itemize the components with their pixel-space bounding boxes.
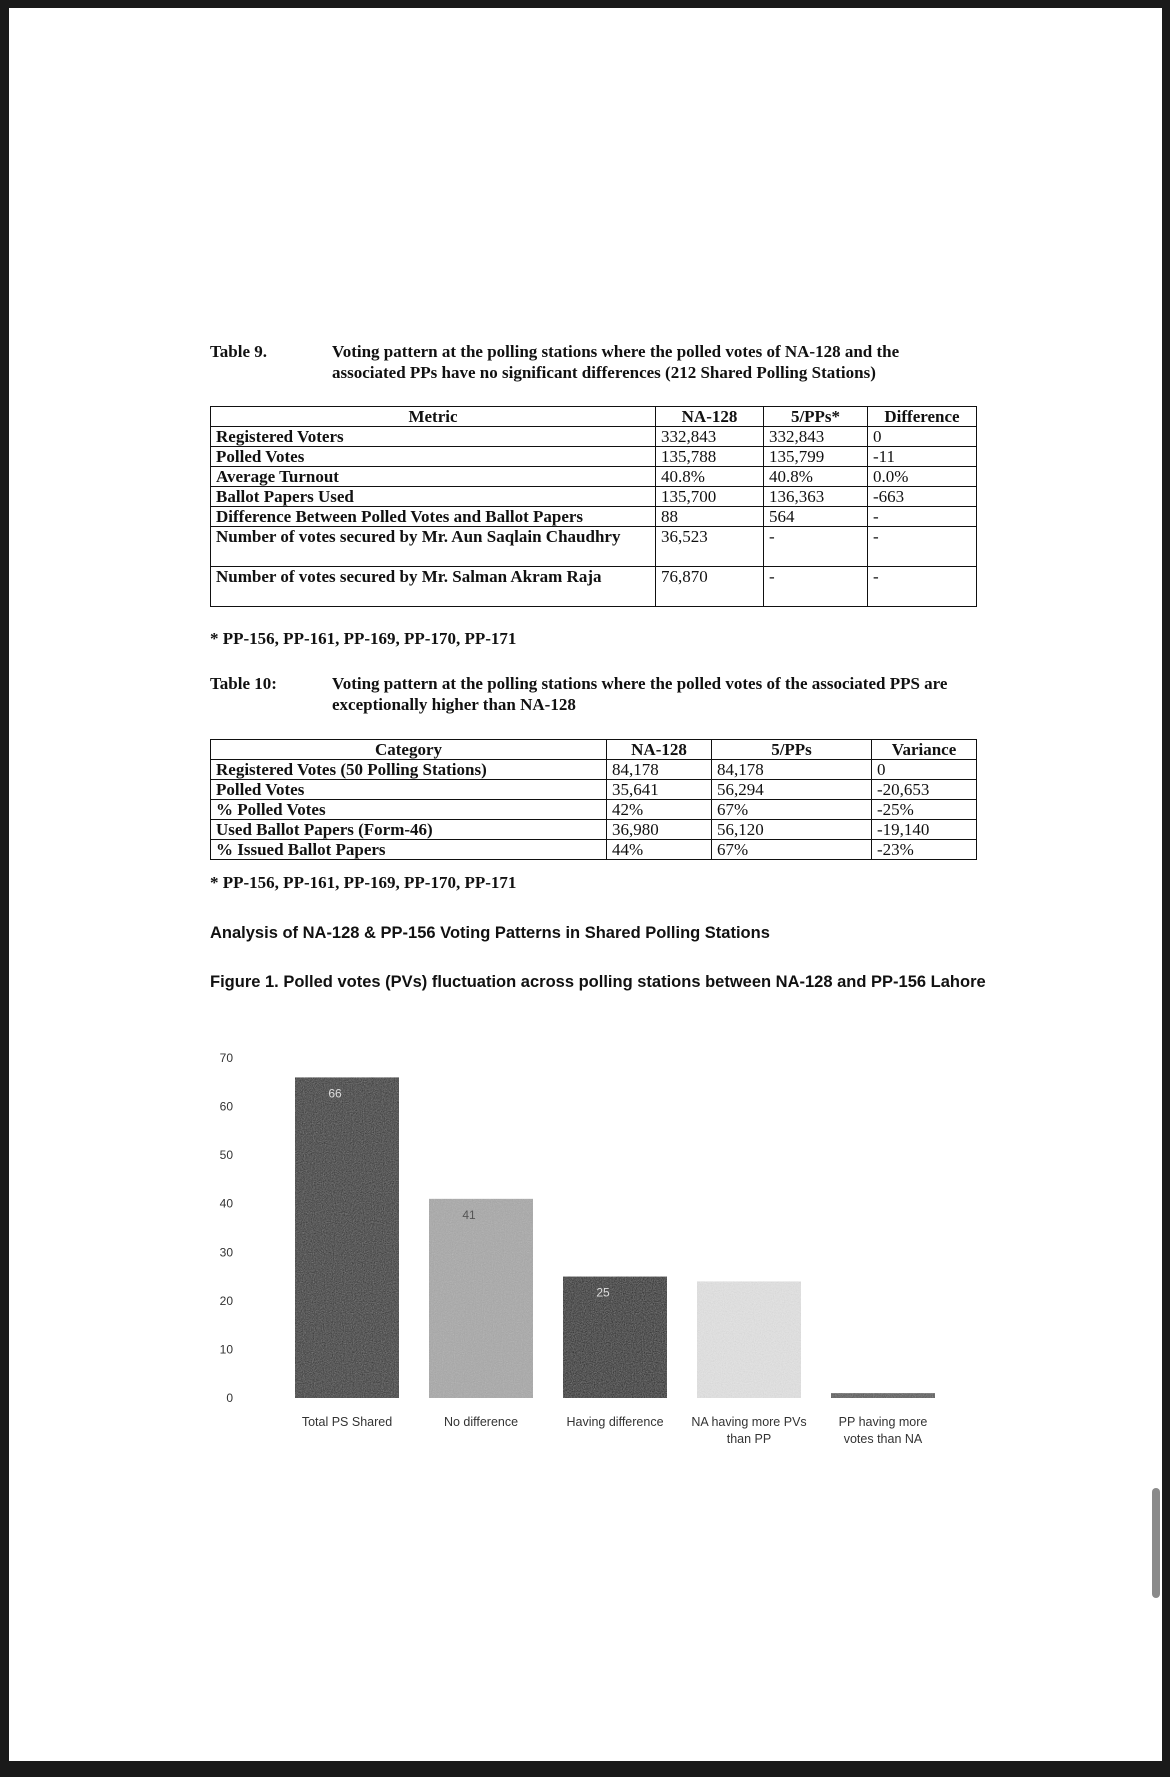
table10-cell: 56,120 (712, 820, 872, 840)
table9-row-label: Average Turnout (211, 467, 656, 487)
table9-cell: - (764, 567, 868, 607)
table9-cell: 0 (868, 427, 977, 447)
table9-row (211, 427, 977, 447)
table10-row-label: Used Ballot Papers (Form-46) (211, 820, 607, 840)
table9-cell: 0.0% (868, 467, 977, 487)
x-category-label: Total PS Shared (301, 1415, 393, 1429)
table9-cell: - (868, 567, 977, 607)
table10-cell: -23% (872, 840, 977, 860)
x-category-label: than PP (726, 1432, 772, 1446)
table10-header-cell: 5/PPs (712, 740, 872, 760)
table9-row (211, 527, 977, 567)
y-tick-label: 0 (226, 1391, 233, 1405)
table9-row (211, 487, 977, 507)
table10-row (211, 840, 977, 860)
table9-row (211, 507, 977, 527)
table9-cell: 88 (656, 507, 764, 527)
table9-cell: 135,700 (656, 487, 764, 507)
table9-row (211, 447, 977, 467)
table9-cell: 136,363 (764, 487, 868, 507)
table9-row (211, 467, 977, 487)
table9-cell: -663 (868, 487, 977, 507)
table10-row (211, 780, 977, 800)
x-category-label: votes than NA (843, 1432, 923, 1446)
bar-total-ps-shared (295, 1077, 399, 1398)
table9-row-label: Number of votes secured by Mr. Salman Akram Raja (211, 567, 656, 607)
table10-cell: 42% (607, 800, 712, 820)
table10-cell: 0 (872, 760, 977, 780)
table10 (210, 739, 977, 860)
table9 (210, 406, 977, 607)
x-category-label: PP having more (838, 1415, 928, 1429)
table10-cell: 84,178 (607, 760, 712, 780)
table9-cell: - (764, 527, 868, 567)
table10-row (211, 760, 977, 780)
table10-cell: 56,294 (712, 780, 872, 800)
table10-cell: 67% (712, 800, 872, 820)
table10-footnote: * PP-156, PP-161, PP-169, PP-170, PP-171 (210, 873, 517, 892)
table9-header-cell: Difference (868, 407, 977, 427)
table10-header-cell: NA-128 (607, 740, 712, 760)
table9-row-label: Polled Votes (211, 447, 656, 467)
table9-cell: 135,799 (764, 447, 868, 467)
table10-row-label: Registered Votes (50 Polling Stations) (211, 760, 607, 780)
table10-cell: -20,653 (872, 780, 977, 800)
table10-header-cell: Variance (872, 740, 977, 760)
x-category-label: NA having more PVs (691, 1415, 807, 1429)
table10-header-cell: Category (211, 740, 607, 760)
y-tick-label: 10 (219, 1342, 233, 1357)
table10-cell: 67% (712, 840, 872, 860)
bar-no-difference (429, 1199, 533, 1398)
vertical-scrollbar[interactable] (1152, 1488, 1160, 1598)
table9-cell: -11 (868, 447, 977, 467)
table9-footnote: * PP-156, PP-161, PP-169, PP-170, PP-171 (210, 629, 517, 648)
table10-caption (210, 673, 970, 717)
table10-row-label: % Issued Ballot Papers (211, 840, 607, 860)
table10-row-label: % Polled Votes (211, 800, 607, 820)
table10-row (211, 820, 977, 840)
bar-data-label: 66 (328, 1086, 342, 1101)
table9-cell: - (868, 527, 977, 567)
table9-cell: 332,843 (764, 427, 868, 447)
bar-na-having-more-pvs-than-pp (697, 1281, 801, 1398)
table10-row-label: Polled Votes (211, 780, 607, 800)
y-tick-label: 40 (219, 1196, 233, 1211)
y-tick-label: 60 (219, 1099, 233, 1114)
table10-cell: -25% (872, 800, 977, 820)
figure-caption: Figure 1. Polled votes (PVs) fluctuation across polling stations between NA-128 and PP-156 Lahore (210, 973, 986, 991)
x-category-label: Having difference (566, 1415, 664, 1429)
document-page (9, 8, 1162, 1761)
table9-row-label: Difference Between Polled Votes and Ballot Papers (211, 507, 656, 527)
analysis-heading: Analysis of NA-128 & PP-156 Voting Patterns in Shared Polling Stations (210, 924, 770, 942)
table9-header-cell: Metric (211, 407, 656, 427)
bar-having-difference (563, 1277, 667, 1398)
table9-cell: 135,788 (656, 447, 764, 467)
bar-data-label: 41 (462, 1207, 476, 1222)
table9-cell: 36,523 (656, 527, 764, 567)
table9-cell: 564 (764, 507, 868, 527)
table9-header-row (211, 407, 977, 427)
y-tick-label: 20 (219, 1293, 233, 1308)
figure1-bar-chart (209, 1038, 969, 1458)
table10-cell: 84,178 (712, 760, 872, 780)
y-tick-label: 30 (219, 1245, 233, 1260)
table9-label: Table 9. (210, 342, 268, 361)
x-category-label: No difference (443, 1415, 519, 1429)
table9-caption (210, 341, 970, 385)
table9-cell: 40.8% (656, 467, 764, 487)
table9-cell: 76,870 (656, 567, 764, 607)
table9-cell: 332,843 (656, 427, 764, 447)
table10-header-row (211, 740, 977, 760)
table10-row (211, 800, 977, 820)
y-tick-label: 70 (219, 1051, 233, 1065)
table10-cell: -19,140 (872, 820, 977, 840)
table9-header-cell: 5/PPs* (764, 407, 868, 427)
table9-header-cell: NA-128 (656, 407, 764, 427)
table10-caption-text: Voting pattern at the polling stations where the polled votes of the associated PPS are exceptionally higher than NA-128 (332, 674, 948, 714)
bar-data-label: 25 (596, 1285, 610, 1300)
table9-row-label: Ballot Papers Used (211, 487, 656, 507)
table10-cell: 35,641 (607, 780, 712, 800)
bar-pp-having-more-votes-than-na (831, 1393, 935, 1398)
y-tick-label: 50 (219, 1148, 233, 1163)
table10-cell: 36,980 (607, 820, 712, 840)
table9-row-label: Registered Voters (211, 427, 656, 447)
table10-cell: 44% (607, 840, 712, 860)
table9-row (211, 567, 977, 607)
table10-label: Table 10: (210, 674, 277, 693)
table9-cell: 40.8% (764, 467, 868, 487)
table9-row-label: Number of votes secured by Mr. Aun Saqlain Chaudhry (211, 527, 656, 567)
table9-cell: - (868, 507, 977, 527)
table9-caption-text: Voting pattern at the polling stations where the polled votes of NA-128 and the associated PPs have no significant differences (212 Shared Polling Stations) (332, 342, 900, 382)
